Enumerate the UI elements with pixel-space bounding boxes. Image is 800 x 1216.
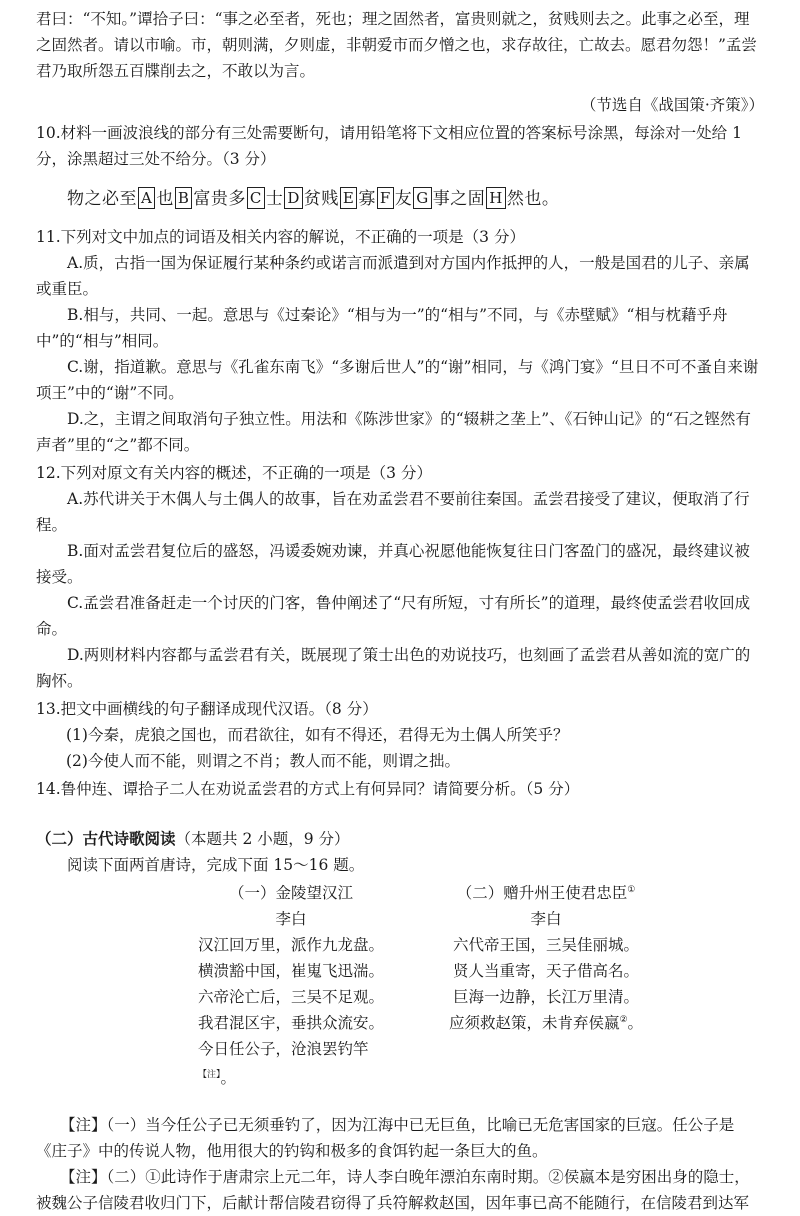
poem-1-author: 李白 — [275, 910, 307, 928]
q11-option-b: B.相与，共同、一起。意思与《过秦论》“相与为一”的“相与”不同，与《赤壁赋》“相与枕藉乎舟中”的“相与”相同。 — [36, 306, 728, 350]
poem-2-author: 李白 — [530, 910, 562, 928]
section-score: （本题共 2 小题，9 分） — [175, 830, 350, 848]
sentence-fragment: 富贵多 — [193, 189, 246, 209]
q11-option-d: D.之，主谓之间取消句子独立性。用法和《陈涉世家》的“辍耕之垄上”、《石钟山记》的“石之铿然有声者”里的“之”都不同。 — [36, 410, 751, 454]
sentence-fragment: 寡 — [358, 189, 376, 209]
answer-box-a: A — [138, 187, 155, 209]
answer-box-d: D — [284, 187, 303, 209]
q13-sentence-1: (1)今秦，虎狼之国也，而君欲往，如有不得还，君得无为土偶人所笑乎？ — [66, 726, 569, 744]
section-heading — [36, 826, 764, 852]
q12-option-c: C.孟尝君准备赶走一个讨厌的门客，鲁仲阐述了“尺有所短，寸有所长”的道理，最终使孟尝君收回成命。 — [36, 594, 751, 638]
passage-text: 君曰：“不知。”谭拾子曰：“事之必至者，死也；理之固然者，富贵则就之，贫贱则去之。此事之必至，理之固然者。请以市喻。市，朝则满，夕则虚，非朝爱市而夕憎之也，求存故往，亡故去。愿君勿怨！”孟尝君乃取所怨五百牒削去之，不敢以为言。 — [36, 10, 757, 80]
answer-box-f: F — [377, 187, 394, 209]
poem-1-line: 横溃豁中国，崔嵬飞迅湍。 — [197, 962, 384, 980]
poem-1-line: 汉江回万里，派作九龙盘。 — [197, 936, 384, 954]
question-13: 13.把文中画横线的句子翻译成现代汉语。（8 分） — [36, 700, 378, 718]
q11-option-c: C.谢，指道歉。意思与《孔雀东南飞》“多谢后世人”的“谢”相同，与《鸿门宴》“旦日不可不蚤自来谢项王”中的“谢”不同。 — [36, 358, 759, 402]
sentence-fragment: 士 — [265, 189, 284, 209]
poem-2-last-text: 应须救赵策，未肯弃侯嬴 — [448, 1014, 620, 1032]
poem-1-last-line — [176, 1036, 406, 1091]
section-title: （二）古代诗歌阅读 — [36, 829, 176, 848]
sentence-fragment: 事之固 — [432, 189, 486, 209]
poem-1-line: 我君混区宇，垂拱众流安。 — [197, 1014, 384, 1032]
punctuation-sentence — [67, 184, 764, 214]
sentence-fragment: 友 — [394, 189, 413, 209]
poem-2-title-text: （二）赠升州王使君忠臣 — [456, 884, 628, 902]
poem-1-line: 六帝沦亡后，三吴不足观。 — [197, 988, 384, 1006]
question-10: 10.材料一画波浪线的部分有三处需要断句，请用铅笔将下文相应位置的答案标号涂黑，每涂对一处给 1 分，涂黑超过三处不给分。（3 分） — [36, 124, 742, 168]
answer-box-g: G — [413, 187, 431, 209]
sentence-fragment: 然也。 — [506, 189, 560, 209]
sentence-fragment: 贫贱 — [303, 189, 339, 209]
poem-1-title: （一）金陵望汉江 — [228, 884, 353, 902]
poem-2-note-mark: ② — [619, 1015, 628, 1025]
sentence-fragment: 也 — [156, 189, 174, 209]
poem-1-last-text: 今日任公子，沧浪罢钓竿 — [198, 1040, 369, 1058]
poem-1 — [176, 880, 406, 1091]
poem-1-last-end: 。 — [220, 1069, 237, 1087]
poem-1-note-mark: 【注】 — [198, 1070, 221, 1080]
q12-option-a: A.苏代讲关于木偶人与土偶人的故事，旨在劝孟尝君不要前往秦国。孟尝君接受了建议，便取消了行程。 — [36, 490, 750, 534]
q11-option-a: A.质，古指一国为保证履行某种条约或诺言而派遣到对方国内作抵押的人，一般是国君的儿子、亲属或重臣。 — [36, 254, 750, 298]
poem-2-last-end: 。 — [627, 1014, 644, 1032]
answer-box-c: C — [247, 187, 265, 209]
answer-box-b: B — [175, 187, 193, 209]
question-14: 14.鲁仲连、谭拾子二人在劝说孟尝君的方式上有何异同？请简要分析。（5 分） — [36, 780, 580, 798]
poem-2-title — [431, 880, 661, 906]
q12-option-b: B.面对孟尝君复位后的盛怒，冯谖委婉劝谏，并真心祝愿他能恢复往日门客盈门的盛况，最终建议被接受。 — [36, 542, 750, 586]
answer-box-h: H — [486, 187, 506, 209]
passage-source: （节选自《战国策·齐策》） — [580, 96, 764, 114]
q12-option-d: D.两则材料内容都与孟尝君有关，既展现了策士出色的劝说技巧，也刻画了孟尝君从善如流的宽广的胸怀。 — [36, 646, 751, 690]
poem-2-line: 贤人当重寄，天子借高名。 — [452, 962, 639, 980]
question-12: 12.下列对原文有关内容的概述，不正确的一项是（3 分） — [36, 464, 432, 482]
note-1: 【注】（一）当今任公子已无须垂钓了，因为江海中已无巨鱼，比喻已无危害国家的巨寇。任公子是《庄子》中的传说人物，他用很大的钓钩和极多的食饵钓起一条巨大的鱼。 — [36, 1116, 735, 1160]
poems — [36, 880, 764, 1110]
sentence-fragment: 物之必至 — [67, 189, 137, 209]
poem-2 — [431, 880, 661, 1036]
poem-2-last-line — [431, 1010, 661, 1036]
q13-sentence-2: (2)今使人而不能，则谓之不肖；教人而不能，则谓之拙。 — [66, 752, 460, 770]
note-2: 【注】（二）①此诗作于唐肃宗上元二年，诗人李白晚年漂泊东南时期。②侯嬴本是穷困出身的隐士，被魏公子信陵君收归门下，后献计帮信陵君窃得了兵符解救赵国，因年事已高不能随行，在信陵君到达军 — [36, 1168, 750, 1212]
question-11: 11.下列对文中加点的词语及相关内容的解说，不正确的一项是（3 分） — [36, 228, 525, 246]
answer-box-e: E — [340, 187, 357, 209]
poem-2-line: 六代帝王国，三吴佳丽城。 — [452, 936, 639, 954]
poem-2-title-mark: ① — [627, 885, 636, 895]
poem-2-line: 巨海一边静，长江万里清。 — [452, 988, 639, 1006]
section-intro: 阅读下面两首唐诗，完成下面 15～16 题。 — [67, 856, 365, 874]
